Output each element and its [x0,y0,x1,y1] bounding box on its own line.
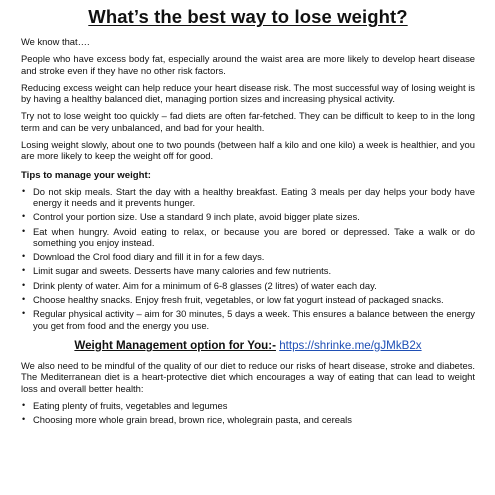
tip-item [21,226,475,249]
tip-item [21,251,475,262]
closing-paragraph: We also need to be mindful of the quality of our diet to reduce our risks of heart disease, stroke and diabetes. The Mediterranean diet is a heart-protective diet which encourages a way of eating that can lead to weight loss and overall better health: [21,359,475,394]
tip-text: Regular physical activity – aim for 30 minutes, 5 days a week. This ensures a balance between the energy you get from food and the energy you use. [33,308,475,331]
bullet-icon: • [22,265,26,276]
intro-text: We know that…. [21,36,90,47]
bullet-icon: • [22,294,26,305]
paragraph-reduce-weight: Reducing excess weight can help reduce your heart disease risk. The most successful way of losing weight is by having a healthy balanced diet, managing portion sizes and increasing physical activity. [21,81,475,105]
bullet-icon: • [22,414,26,425]
tip-item [21,265,475,276]
paragraph-body-fat: People who have excess body fat, especially around the waist area are more likely to develop heart disease and stroke even if they have no other risk factors. [21,53,475,76]
tip-text: Download the Crol food diary and fill it in for a few days. [33,251,265,263]
closing-list-item [21,414,475,425]
tips-heading: Tips to manage your weight: [21,169,151,181]
bullet-icon: • [22,225,26,236]
weight-management-line [21,339,475,352]
closing-list-item [21,400,475,411]
closing-list [21,400,475,426]
tip-text: Limit sugar and sweets. Desserts have many calories and few nutrients. [33,265,332,277]
bullet-icon: • [22,251,26,262]
closing-list-text: Choosing more whole grain bread, brown rice, wholegrain pasta, and cereals [33,414,352,426]
tip-item [21,211,475,222]
bullet-icon: • [22,399,26,410]
bullet-icon: • [22,279,26,290]
tip-text: Control your portion size. Use a standard 9 inch plate, avoid bigger plate sizes. [33,211,360,223]
weight-management-link[interactable]: https://shrinke.me/gJMkB2x [279,338,422,352]
page-title: What’s the best way to lose weight? [88,6,408,27]
paragraph-lose-slowly: Losing weight slowly, about one to two pounds (between half a kilo and one kilo) a week is healthier, and you are more likely to keep the weight off for good. [21,139,475,162]
tip-text: Eat when hungry. Avoid eating to relax, or because you are bored or depressed. Take a walk or do something you enjoy instead. [33,225,475,248]
tip-item [21,280,475,291]
paragraph-fad-diets: Try not to lose weight too quickly – fad diets are often far-fetched. They can be difficult to keep to in the long term and can be very unbalanced, and bad for your health. [21,110,475,133]
closing-list-text: Eating plenty of fruits, vegetables and legumes [33,399,228,411]
tip-text: Drink plenty of water. Aim for a minimum of 6-8 glasses (2 litres) of water each day. [33,279,377,291]
weight-management-title: Weight Management option for You:- [74,338,276,352]
tips-list [21,186,475,331]
tip-item [21,186,475,209]
bullet-icon: • [22,308,26,319]
tip-text: Do not skip meals. Start the day with a healthy breakfast. Eating 3 meals per day helps your body have energy it needs and it prevents hunger. [33,185,475,208]
tip-item [21,308,475,331]
tip-text: Choose healthy snacks. Enjoy fresh fruit, vegetables, or low fat yogurt instead of packaged snacks. [33,294,444,306]
bullet-icon: • [22,185,26,196]
bullet-icon: • [22,211,26,222]
tip-item [21,294,475,305]
